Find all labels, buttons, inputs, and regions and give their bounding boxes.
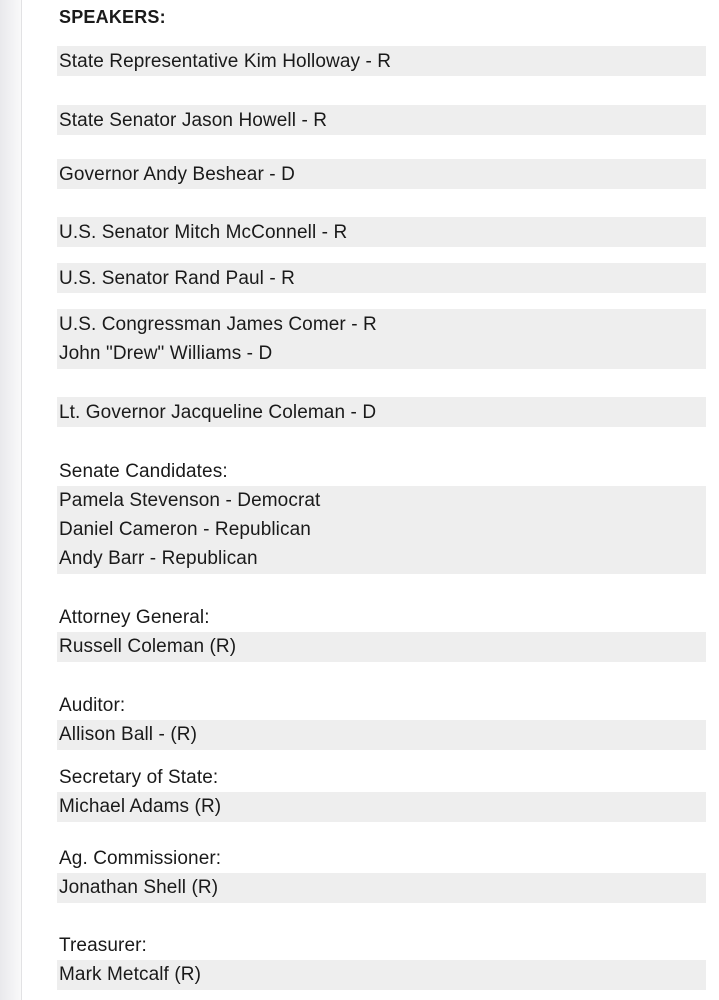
- section-label: Treasurer:: [59, 935, 147, 956]
- speaker-entry: Andy Barr - Republican: [59, 548, 258, 569]
- speaker-entry: State Senator Jason Howell - R: [59, 110, 328, 131]
- speaker-entry: U.S. Senator Rand Paul - R: [59, 268, 295, 289]
- section-label: Ag. Commissioner:: [59, 848, 222, 869]
- speaker-entry: U.S. Senator Mitch McConnell - R: [59, 222, 348, 243]
- speaker-entry: Russell Coleman (R): [59, 636, 237, 657]
- speaker-entry: Lt. Governor Jacqueline Coleman - D: [59, 402, 377, 423]
- speaker-entry: State Representative Kim Holloway - R: [59, 51, 392, 72]
- speaker-entry: Governor Andy Beshear - D: [59, 164, 295, 185]
- speaker-entry: Michael Adams (R): [59, 796, 222, 817]
- speaker-entry: Allison Ball - (R): [59, 724, 197, 745]
- speaker-entry: Pamela Stevenson - Democrat: [59, 490, 321, 511]
- section-label: Attorney General:: [59, 607, 210, 628]
- speakers-heading: SPEAKERS:: [59, 7, 166, 27]
- speaker-entry: John "Drew" Williams - D: [59, 343, 273, 364]
- speaker-entry: Mark Metcalf (R): [59, 964, 201, 985]
- speaker-entry: Jonathan Shell (R): [59, 877, 219, 898]
- speaker-entry: Daniel Cameron - Republican: [59, 519, 311, 540]
- speaker-entry: U.S. Congressman James Comer - R: [59, 314, 377, 335]
- section-label: Secretary of State:: [59, 767, 219, 788]
- section-label: Senate Candidates:: [59, 461, 228, 482]
- section-label: Auditor:: [59, 695, 126, 716]
